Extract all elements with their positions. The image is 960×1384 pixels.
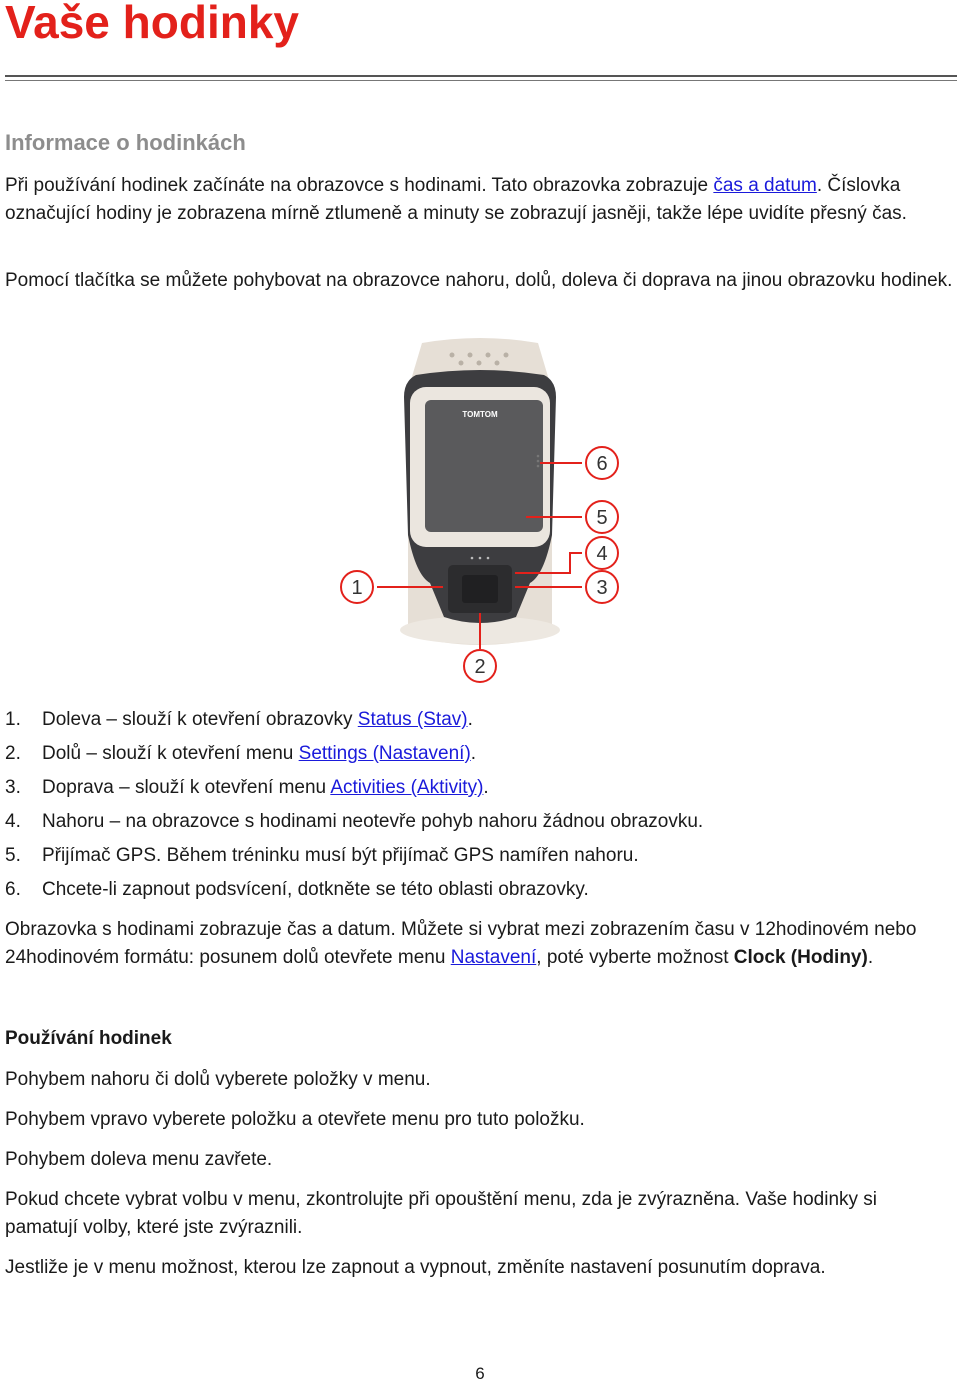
usage-paragraph-3: Pohybem doleva menu zavřete.	[5, 1149, 273, 1170]
status-link[interactable]: Status (Stav)	[357, 709, 468, 730]
section-heading: Informace o hodinkách	[5, 130, 246, 155]
usage-paragraph-1: Pohybem nahoru či dolů vyberete položky v menu.	[5, 1069, 431, 1090]
list-item: 5. Přijímač GPS. Během tréninku musí být přijímač GPS namířen nahoru.	[5, 845, 639, 866]
watch-diagram	[330, 335, 630, 685]
usage-paragraph-5: Jestliže je v menu možnost, kterou lze zapnout a vypnout, změníte nastavení posunutím doprava.	[5, 1257, 826, 1278]
callout-2: 2	[474, 656, 486, 678]
list-item: 1. Doleva – slouží k otevření obrazovky Status (Stav).	[5, 709, 473, 730]
usage-heading: Používání hodinek	[5, 1028, 172, 1049]
watch-screen	[425, 400, 543, 532]
button-function-list	[5, 705, 955, 909]
intro-paragraph	[5, 172, 955, 228]
page-title: Vaše hodinky	[5, 0, 300, 48]
time-date-link[interactable]: čas a datum	[713, 175, 817, 196]
list-item: 2. Dolů – slouží k otevření menu Settings (Nastavení).	[5, 743, 477, 764]
side-dots	[537, 455, 540, 468]
callout-4: 4	[596, 543, 608, 565]
list-item: 3. Doprava – slouží k otevření menu Activities (Aktivity).	[5, 777, 489, 798]
title-rule	[5, 75, 957, 77]
clock-paragraph: Obrazovka s hodinami zobrazuje čas a datum. Můžete si vybrat mezi zobrazením času v 12hodinovém nebo 24hodinovém formátu: posunem dolů otevřete menu Nastavení, poté vyberte možnost Clock (Hodiny).	[5, 919, 917, 968]
nastaveni-link[interactable]: Nastavení	[450, 947, 537, 968]
callout-1: 1	[351, 577, 363, 599]
usage-paragraph-2: Pohybem vpravo vyberete položku a otevřete menu pro tuto položku.	[5, 1109, 585, 1130]
intro-text: Při používání hodinek začínáte na obrazovce s hodinami. Tato obrazovka zobrazuje	[5, 175, 714, 196]
callout-5: 5	[596, 507, 608, 529]
brand-logo: TOMTOM	[462, 410, 498, 419]
activities-link[interactable]: Activities (Aktivity)	[330, 777, 484, 798]
list-item: 4. Nahoru – na obrazovce s hodinami neotevře pohyb nahoru žádnou obrazovku.	[5, 811, 704, 832]
usage-paragraph-4: Pokud chcete vybrat volbu v menu, zkontrolujte při opouštění menu, zda je zvýrazněna. Vaše hodinky si pamatují volby, které jste zvýraznili.	[5, 1189, 878, 1238]
settings-link[interactable]: Settings (Nastavení)	[298, 743, 471, 764]
callout-3: 3	[596, 577, 608, 599]
intro-text-tail: . Číslovka označující hodiny je zobrazena mírně ztlumeně a minuty se zobrazují jasněji, takže lépe uvidíte přesný čas.	[5, 175, 907, 224]
clock-option: Clock (Hodiny)	[733, 947, 868, 968]
navigation-paragraph: Pomocí tlačítka se můžete pohybovat na obrazovce nahoru, dolů, doleva či doprava na jinou obrazovku hodinek.	[5, 270, 953, 291]
list-item: 6. Chcete-li zapnout podsvícení, dotkněte se této oblasti obrazovky.	[5, 879, 589, 900]
page-number: 6	[475, 1364, 485, 1383]
callout-6: 6	[596, 453, 608, 475]
title-rule-thin	[5, 80, 957, 81]
